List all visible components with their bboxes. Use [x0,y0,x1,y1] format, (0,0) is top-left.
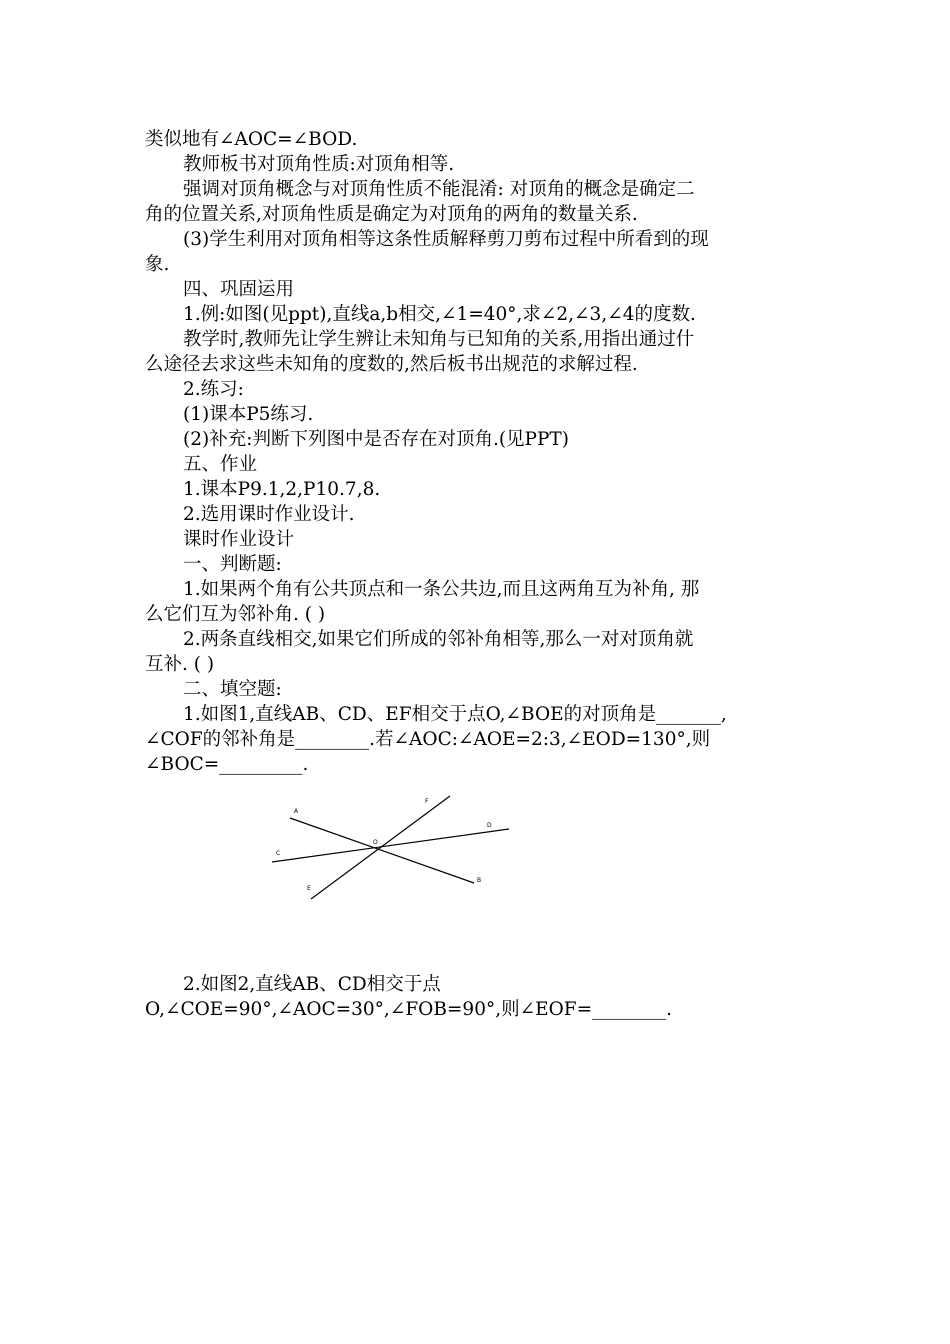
label-d: D [487,822,492,829]
text-line: ∠COF的邻补角是________.若∠AOC:∠AOE=2:3,∠EOD=130°,则 [145,729,711,750]
text-line: (1)课本P5练习. [183,404,314,425]
text-line: 1.课本P9.1,2,P10.7,8. [183,479,381,500]
section-heading: 四、巩固运用 [183,279,295,300]
text-line: ∠BOC=_________. [145,754,309,775]
text-line: 2.选用课时作业设计. [183,504,355,525]
text-line: 1.如果两个角有公共顶点和一条公共边,而且这两角互为补角, 那 [183,579,700,600]
text-line: 互补. ( ) [145,654,215,675]
text-line: 角的位置关系,对顶角性质是确定为对顶角的两角的数量关系. [145,204,638,225]
text-line: (3)学生利用对顶角相等这条性质解释剪刀剪布过程中所看到的现 [183,229,709,250]
text-line: 教学时,教师先让学生辨让未知角与已知角的关系,用指出通过什 [183,329,695,350]
label-f: F [425,798,429,805]
label-e: E [307,885,311,892]
text-line: 强调对顶角概念与对顶角性质不能混淆: 对顶角的概念是确定二 [183,179,695,200]
label-c: C [276,850,281,857]
line-ab [290,818,474,883]
text-line: 么它们互为邻补角. ( ) [145,604,326,625]
section-heading: 课时作业设计 [183,529,295,550]
label-o: O [373,839,378,846]
label-a: A [294,808,299,815]
section-heading: 一、判断题: [183,554,282,575]
text-line: 1.如图1,直线AB、CD、EF相交于点O,∠BOE的对顶角是_______, [183,704,727,725]
line-cd [272,829,509,862]
line-ef [311,796,450,899]
figure-1-intersecting-lines [262,790,522,910]
text-line: 么途径去求这些未知角的度数的,然后板书出规范的求解过程. [145,354,638,375]
text-line: O,∠COE=90°,∠AOC=30°,∠FOB=90°,则∠EOF=________. [145,999,672,1020]
label-b: B [477,877,482,884]
text-line: 1.例:如图(见ppt),直线a,b相交,∠1=40°,求∠2,∠3,∠4的度数. [183,304,696,325]
text-line: 2.两条直线相交,如果它们所成的邻补角相等,那么一对对顶角就 [183,629,694,650]
text-line: (2)补充:判断下列图中是否存在对顶角.(见PPT) [183,429,569,450]
section-heading: 五、作业 [183,454,258,475]
text-line: 2.如图2,直线AB、CD相交于点 [183,974,441,995]
section-heading: 二、填空题: [183,679,282,700]
text-line: 2.练习: [183,379,244,400]
text-line: 象. [145,254,170,275]
text-line: 教师板书对顶角性质:对顶角相等. [183,154,455,175]
text-line: 类似地有∠AOC=∠BOD. [145,129,358,150]
